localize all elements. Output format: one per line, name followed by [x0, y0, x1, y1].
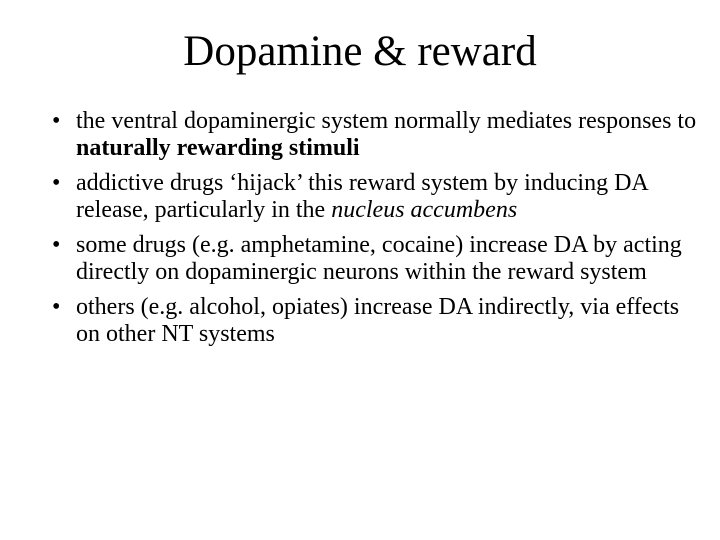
bullet-italic-text: nucleus accumbens	[331, 197, 518, 223]
bullet-item	[52, 232, 702, 286]
bullet-marker: •	[52, 170, 61, 196]
bullet-text: the ventral dopaminergic system normally mediates responses to	[76, 108, 697, 134]
bullet-marker: •	[52, 294, 61, 320]
bullet-marker: •	[52, 232, 61, 258]
bullet-list	[52, 108, 702, 356]
bullet-text: addictive drugs ‘hijack’ this reward system by inducing DA release, particularly in the	[76, 170, 648, 223]
bullet-item	[52, 108, 702, 162]
bullet-item	[52, 294, 702, 348]
bullet-marker: •	[52, 108, 61, 134]
bullet-text: some drugs (e.g. amphetamine, cocaine) increase DA by acting directly on dopaminergic neurons within the reward system	[76, 232, 682, 285]
bullet-text: others (e.g. alcohol, opiates) increase DA indirectly, via effects on other NT systems	[76, 294, 680, 347]
bullet-item	[52, 170, 702, 224]
bullet-bold-text: naturally rewarding stimuli	[76, 135, 360, 161]
slide-title: Dopamine & reward	[183, 28, 537, 75]
